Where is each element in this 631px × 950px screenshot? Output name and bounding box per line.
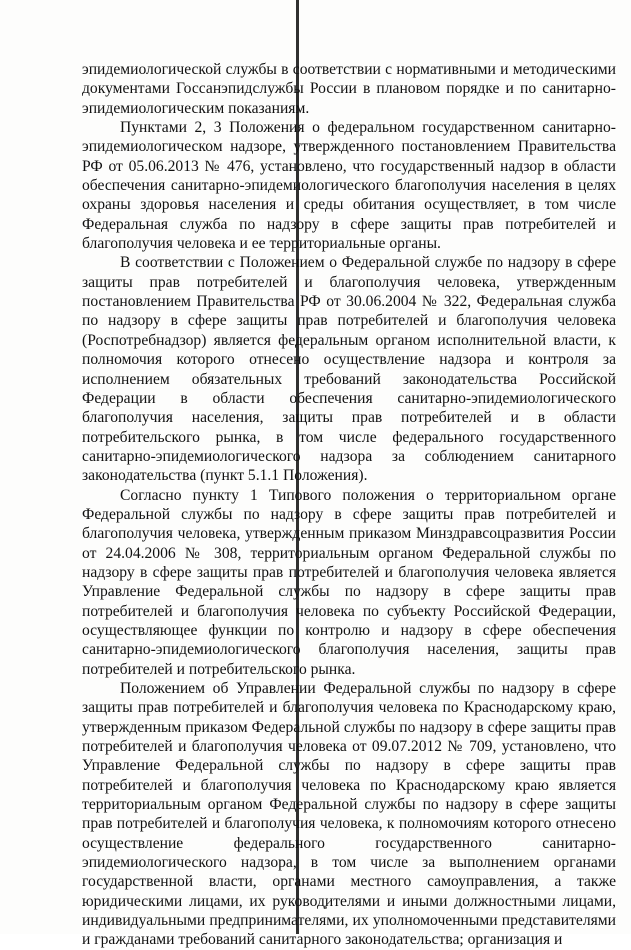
paragraph-2: Пунктами 2, 3 Положения о федеральном государственном санитарно-эпидемиологическом надзоре, утвержденного постановлением Правительства РФ от 05.06.2013 № 476, установлено, что государственный надзор в области обеспечения санитарно-эпидемиологического благополучия населения в целях охраны здоровья населения и среды обитания осуществляет, в том числе Федеральная служба по надзору в сфере защиты прав потребителей и благополучия человека и ее территориальные органы.	[82, 119, 616, 253]
paragraph-5: Положением об Управлении Федеральной службы по надзору в сфере защиты прав потребителей и благополучия человека по Краснодарскому краю, утвержденным приказом Федеральной службы по надзору в сфере защиты прав потребителей и благополучия человека от 09.07.2012 № 709, установлено, что Управление Федеральной службы по надзору в сфере защиты прав потребителей и благополучия человека по Краснодарскому краю является территориальным органом Федеральной службы по надзору в сфере защиты прав потребителей и благополучия человека, к полномочиям которого отнесено осуществление федерального государственного санитарно-эпидемиологического надзора, в том числе за выполнением органами государственной власти, органами местного самоуправления, а также юридическими лицами, их руководителями и иными должностными лицами, индивидуальными предпринимателями, их уполномоченными представителями и гражданами требований санитарного законодательства; организация и	[82, 680, 616, 949]
document-body	[82, 60, 616, 950]
paragraph-4: Согласно пункту 1 Типового положения о территориальном органе Федеральной службы по надзору в сфере защиты прав потребителей и благополучия человека, утвержденным приказом Минздравсоцразвития России от 24.04.2006 № 308, территориальным органом Федеральной службы по надзору в сфере защиты прав потребителей и благополучия человека является Управление Федеральной службы по надзору в сфере защиты прав потребителей и благополучия человека по субъекту Российской Федерации, осуществляющее функции по контролю и надзору в сфере обеспечения санитарно-эпидемиологического благополучия населения, защиты прав потребителей и потребительского рынка.	[82, 486, 616, 678]
paragraph-1: эпидемиологической службы в соответствии с нормативными и методическими документами Госсанэпидслужбы России в плановом порядке и по санитарно-эпидемиологическим показаниям.	[82, 61, 616, 117]
paragraph-3: В соответствии с Положением о Федеральной службе по надзору в сфере защиты прав потребителей и благополучия человека, утвержденным постановлением Правительства РФ от 30.06.2004 № 322, Федеральная служба по надзору в сфере защиты прав потребителей и благополучия человека (Роспотребнадзор) является федеральным органом исполнительной власти, к полномочия которого отнесено осуществление надзора и контроля за исполнением обязательных требований законодательства Российской Федерации в области обеспечения санитарно-эпидемиологического благополучия населения, защиты прав потребителей и в области потребительского рынка, в том числе федерального государственного санитарно-эпидемиологического надзора за соблюдением санитарного законодательства (пункт 5.1.1 Положения).	[82, 254, 616, 485]
